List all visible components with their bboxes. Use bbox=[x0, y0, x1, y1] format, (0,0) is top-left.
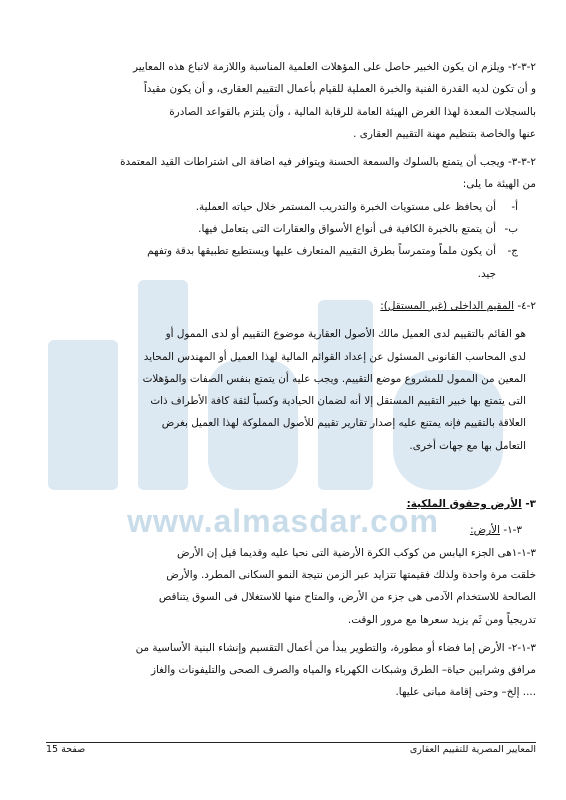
section-title: الأرض وحقوق الملكية: bbox=[406, 498, 522, 511]
list-item bbox=[46, 240, 518, 262]
heading-3 bbox=[46, 493, 536, 515]
text-line: لدى المحاسب القانونى المسئول عن إعداد القوائم المالية لهذا العميل أو المهندس المحايد bbox=[143, 350, 526, 363]
list-item-continuation bbox=[46, 263, 518, 285]
text-line: المعين من الممول للمشروع موضع التقييم. ويجب عليه أن يتمتع بنفس الصفات والمؤهلات bbox=[142, 372, 526, 385]
text-line: خلقت مرة واحدة ولذلك فقيمتها تتزايد عبر الزمن نتيجة النمو السكانى المطرد. والأرض bbox=[166, 568, 536, 581]
list-item bbox=[46, 218, 518, 240]
text-line: بالسجلات المعدة لهذا الغرض الهيئة العامة للرقابة المالية ، وأن يلتزم بالقواعد الصادرة bbox=[169, 105, 536, 118]
text-line: تدريجياً ومن ثَم يزيد سعرها مع مرور الوقت. bbox=[347, 613, 536, 626]
section-title: المقيم الداخلى (غير المستقل): bbox=[380, 299, 514, 312]
heading-2-4 bbox=[46, 295, 536, 317]
text-line: العلاقة بالتقييم فإنه يمتنع عليه إصدار تقارير تقييم للأصول المملوكة لهذا العميل بغرض bbox=[161, 417, 526, 430]
page-number: صفحة 15 bbox=[46, 744, 86, 755]
text-line: ٢-٣-٣- ويجب أن يتمتع بالسلوك والسمعة الحسنة ويتوافر فيه اضافة الى اشتراطات القيد المعتمدة bbox=[120, 156, 536, 169]
list-item-text: أن يحافظ على مستويات الخبرة والتدريب المستمر خلال حياته العملية. bbox=[195, 200, 496, 213]
section-number: ٣-١- bbox=[503, 524, 522, 537]
requirements-list bbox=[46, 196, 536, 285]
list-item bbox=[46, 196, 518, 218]
text-line: و أن تكون لديه القدرة الفنية والخبرة العملية للقيام بأعمال التقييم العقارى، و أن يكون مقيداً bbox=[143, 83, 536, 96]
text-line: ٣-١-١هى الجزء اليابس من كوكب الكرة الأرضية التى نحيا عليه وقديما قيل إن الأرض bbox=[177, 546, 536, 559]
list-item-label: ب- bbox=[504, 223, 518, 236]
paragraph-2-3-3 bbox=[46, 151, 536, 196]
text-line: ٢-٣-٢- ويلزم ان يكون الخبير حاصل على المؤهلات العلمية المناسبة واللازمة لاتباع هذه المعايير bbox=[133, 61, 536, 73]
section-number: ٣- bbox=[525, 498, 536, 511]
paragraph-3-1-2 bbox=[46, 637, 536, 704]
list-item-text: جيد. bbox=[477, 267, 496, 280]
page-content bbox=[46, 56, 536, 704]
heading-3-1 bbox=[46, 519, 536, 541]
list-item-label: ج- bbox=[507, 245, 518, 258]
list-item-text: أن يكون ملماً ومتمرساً بطرق التقييم المتعارف عليها ويستطيع تطبيقها بدقة وتفهم bbox=[147, 245, 496, 258]
paragraph-3-1-1 bbox=[46, 542, 536, 631]
text-line: من الهيئة ما يلى: bbox=[462, 178, 536, 191]
section-title: الأرض: bbox=[470, 524, 500, 537]
text-line: الصالحة للاستخدام الآدمى هى جزء من الأرض، والمتاح منها للاستغلال فى السوق يتناقص bbox=[158, 591, 536, 604]
list-item-label: أ- bbox=[511, 200, 518, 213]
footer-title: المعايير المصرية للتقييم العقارى bbox=[409, 744, 536, 755]
page-footer bbox=[46, 742, 536, 757]
text-line: عنها والخاصة بتنظيم مهنة التقييم العقارى . bbox=[353, 127, 536, 140]
paragraph-2-4 bbox=[46, 323, 536, 457]
text-line: .... إلخ– وحتى إقامة مبانى عليها. bbox=[395, 686, 536, 699]
watermark-url: www.almasdar.com bbox=[127, 503, 439, 539]
text-line: ٣-١-٢- الأرض إما فضاء أو مطورة، والتطوير يبدأ من أعمال التقسيم وإنشاء البنية الأساسية من bbox=[135, 641, 536, 654]
text-line: التى يتمتع بها خبير التقييم المستقل إلا أنه لضمان الحيادية وكسباً لثقة كافة الأطراف ذات bbox=[150, 395, 526, 408]
text-line: مرافق وشرايين حياة– الطرق وشبكات الكهرباء والمياه والصرف الصحى والتليفونات والغاز bbox=[150, 664, 536, 677]
list-item-text: أن يتمتع بالخبرة الكافية فى أنواع الأسواق والعقارات التى يتعامل فيها. bbox=[198, 223, 496, 236]
text-line: هو القائم بالتقييم لدى العميل مالك الأصول العقارية موضوع التقييم أو لدى الممول أو bbox=[165, 328, 526, 341]
paragraph-2-3-2 bbox=[46, 56, 536, 145]
text-line: التعامل بها مع جهات أخرى. bbox=[409, 439, 526, 452]
section-number: ٢-٤- bbox=[517, 299, 536, 312]
